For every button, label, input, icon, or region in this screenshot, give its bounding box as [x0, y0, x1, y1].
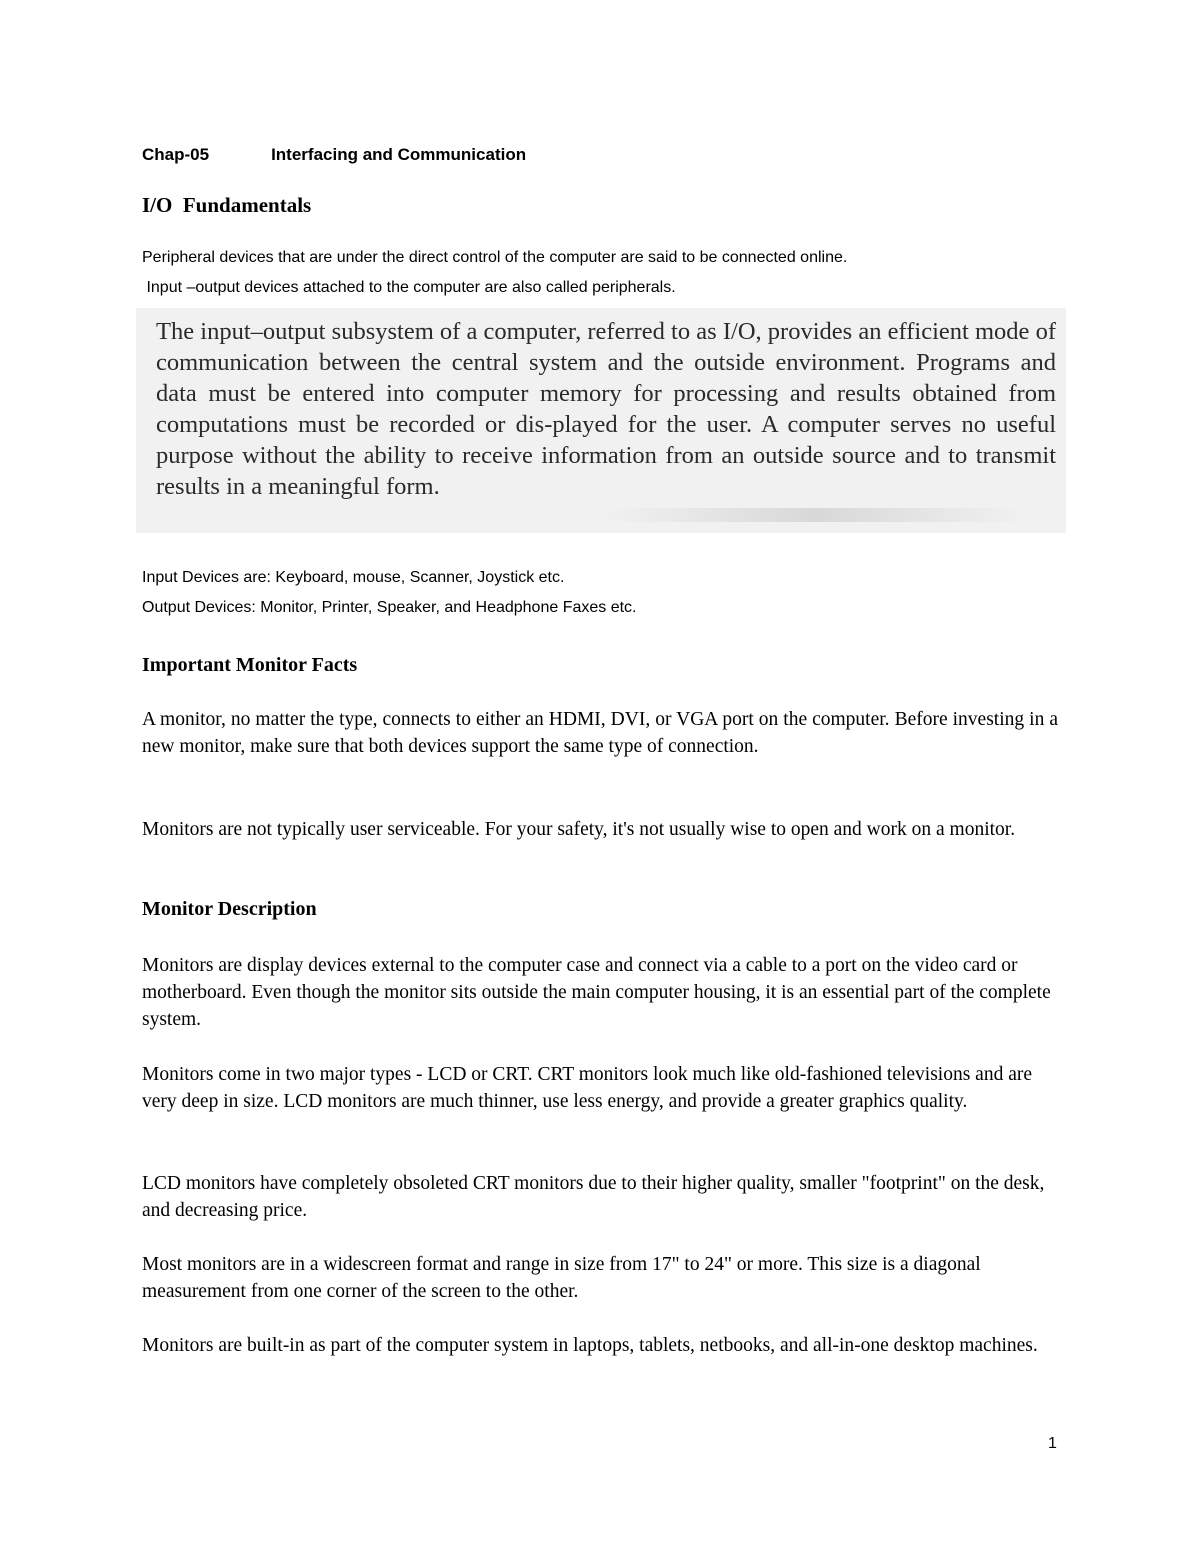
- monitor-description-paragraph-5: Monitors are built-in as part of the computer system in laptops, tablets, netbooks, and all-in-one desktop machines.: [142, 1335, 1038, 1356]
- section-heading-monitor-description: Monitor Description: [142, 898, 317, 920]
- chapter-title: Interfacing and Communication: [271, 145, 527, 164]
- page-number: 1: [1048, 1435, 1057, 1452]
- peripheral-definition-line: Peripheral devices that are under the direct control of the computer are said to be connected online.: [142, 249, 848, 266]
- scanned-excerpt-text: The input–output subsystem of a computer, referred to as I/O, provides an efficient mode of communication between the central system and the outside environment. Programs and data must be entered into computer memory for processing and results obtained from computations must be recorded or dis-played for the user. A computer serves no useful purpose without the ability to receive information from an outside source and to transmit results in a meaningful form.: [156, 318, 1056, 500]
- peripherals-line: Input –output devices attached to the computer are also called peripherals.: [142, 279, 676, 296]
- monitor-description-paragraph-1: Monitors are display devices external to the computer case and connect via a cable to a port on the video card or motherboard. Even though the monitor sits outside the main computer housing, it is an essential part of the complete system.: [142, 955, 1051, 1030]
- chapter-header: [142, 145, 526, 165]
- output-devices-line: Output Devices: Monitor, Printer, Speaker, and Headphone Faxes etc.: [142, 599, 637, 616]
- monitor-description-paragraph-4: Most monitors are in a widescreen format and range in size from 17" to 24" or more. This size is a diagonal measurement from one corner of the screen to the other.: [142, 1254, 981, 1302]
- scanned-textbook-excerpt: [136, 308, 1066, 533]
- section-heading-monitor-facts: Important Monitor Facts: [142, 654, 358, 676]
- monitor-description-paragraph-2: Monitors come in two major types - LCD or CRT. CRT monitors look much like old-fashioned televisions and are very deep in size. LCD monitors are much thinner, use less energy, and provide a greater graphics quality.: [142, 1064, 1033, 1112]
- monitor-facts-paragraph-2: Monitors are not typically user serviceable. For your safety, it's not usually wise to open and work on a monitor.: [142, 819, 1016, 840]
- scan-bleed-artifact: [606, 508, 1026, 522]
- section-heading-io-fundamentals: I/O Fundamentals: [142, 193, 312, 217]
- chapter-number: Chap-05: [142, 145, 210, 164]
- input-devices-line: Input Devices are: Keyboard, mouse, Scanner, Joystick etc.: [142, 569, 565, 586]
- monitor-description-paragraph-3: LCD monitors have completely obsoleted CRT monitors due to their higher quality, smaller "footprint" on the desk, and decreasing price.: [142, 1173, 1045, 1221]
- monitor-facts-paragraph-1: A monitor, no matter the type, connects to either an HDMI, DVI, or VGA port on the computer. Before investing in a new monitor, make sure that both devices support the same type of connection.: [142, 709, 1058, 757]
